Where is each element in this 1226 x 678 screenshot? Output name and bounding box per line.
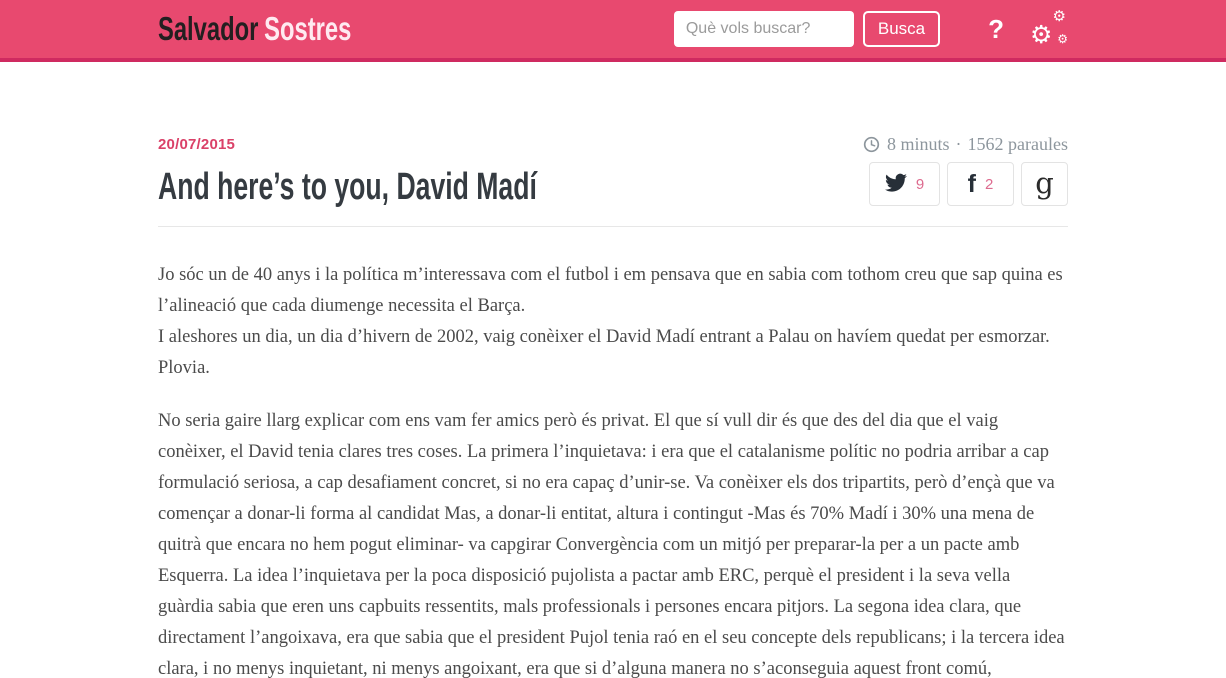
article-meta	[863, 134, 1068, 155]
article-container	[158, 134, 1068, 678]
facebook-share-button[interactable]	[947, 162, 1014, 206]
paragraph: No seria gaire llarg explicar com ens vam fer amics però és privat. El que sí vull dir és que des del dia que el vaig conèixer, el David tenia clares tres coses. La primera l’inquietava: i era que el catalanisme polític no podria arribar a cap formulació seriosa, a cap desafiament concret, si no era capaç d’unir-se. Va conèixer els dos tripartits, però d’ençà que va començar a donar-li forma al candidat Mas, a donar-li entitat, altura i contingut -Mas és 70% Madí i 30% una mena de quitrà que encara no hem pogut eliminar- va capgirar Convergència com un mitjó per preparar-la per a un pacte amb Esquerra. La idea l’inquietava per la poca disposició pujolista a pactar amb ERC, perquè el president i la seva vella guàrdia sabia que eren uns capbuits ressentits, mals professionals i persones encara pitjors. La segona idea clara, que directament l’angoixava, era que sabia que el president Pujol tenia raó en el seu concepte dels republicans; i la tercera idea clara, i no menys inquietant, ni menys angoixant, era que si d’alguna manera no s’aconseguia aquest front comú,	[158, 411, 1065, 678]
gear-tiny-icon: ⚙	[1057, 32, 1068, 46]
settings-gears-icon[interactable]	[1030, 7, 1068, 49]
search-zone	[674, 7, 1068, 49]
site-logo[interactable]	[158, 10, 351, 48]
article-body	[158, 260, 1068, 678]
logo-first-word: Salvador	[158, 10, 259, 47]
site-header	[0, 0, 1226, 62]
google-icon: g	[1035, 165, 1054, 200]
logo-second-word: Sostres	[264, 10, 352, 47]
facebook-count: 2	[984, 175, 994, 193]
title-divider	[158, 226, 1068, 227]
page-title: And here’s to you, David Madí	[158, 166, 537, 208]
search-input[interactable]	[674, 11, 854, 47]
meta-separator: ·	[955, 134, 962, 154]
facebook-icon: f	[967, 169, 976, 198]
twitter-icon	[885, 171, 907, 198]
google-share-button[interactable]	[1021, 162, 1068, 206]
gear-small-icon: ⚙	[1052, 7, 1066, 25]
share-buttons	[869, 162, 1068, 206]
help-icon[interactable]: ?	[988, 14, 1004, 44]
word-count: 1562 paraules	[967, 134, 1068, 154]
article-date: 20/07/2015	[158, 136, 236, 153]
reading-time: 8 minuts	[887, 134, 950, 154]
search-button[interactable]: Busca	[863, 11, 940, 47]
paragraph: Jo sóc un de 40 anys i la política m’interessava com el futbol i em pensava que en sabia com tothom creu que sap quina es l’alineació que cada diumenge necessita el Barça. I aleshores un dia, un dia d’hivern de 2002, vaig conèixer el David Madí entrant a Palau on havíem quedat per esmorzar. Plovia.	[158, 265, 1063, 378]
twitter-share-button[interactable]	[869, 162, 940, 206]
gear-big-icon: ⚙	[1030, 20, 1053, 49]
clock-icon	[863, 136, 880, 153]
twitter-count: 9	[915, 175, 925, 193]
